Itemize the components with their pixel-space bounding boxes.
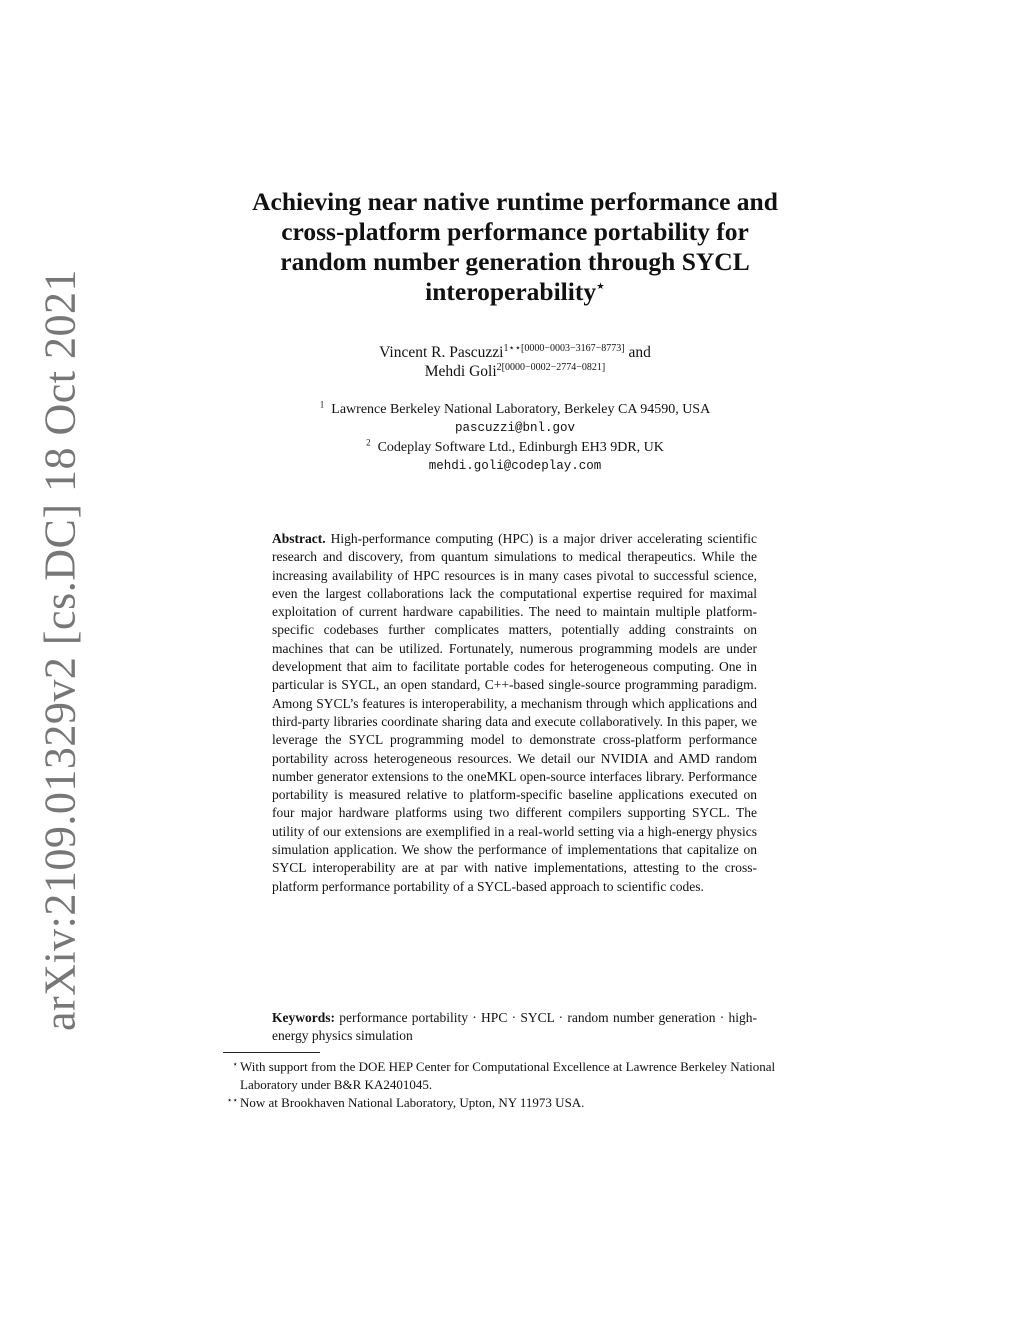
paper-title	[200, 187, 830, 307]
title-line: cross-platform performance portability for	[281, 217, 749, 246]
author-list	[200, 343, 830, 381]
affiliation-list	[200, 400, 830, 476]
author-line	[200, 343, 830, 362]
footnote-text: Now at Brookhaven National Laboratory, Upton, NY 11973 USA.	[240, 1095, 585, 1110]
affiliation-email[interactable]: mehdi.goli@codeplay.com	[428, 459, 602, 473]
title-line: random number generation through SYCL	[280, 247, 750, 276]
affiliation-number: 2	[366, 437, 371, 448]
title-line	[200, 277, 830, 307]
title-line: Achieving near native runtime performance and	[252, 187, 778, 216]
author-orcid: 1⋆⋆[0000−0003−3167−8773]	[503, 342, 625, 354]
title-line-text: interoperability	[425, 277, 597, 306]
arxiv-identifier: arXiv:2109.01329v2 [cs.DC] 18 Oct 2021	[35, 268, 85, 1032]
affiliation	[200, 438, 830, 457]
abstract	[272, 530, 757, 896]
footnote	[222, 1058, 812, 1094]
author-orcid: 2[0000−0002−2774−0821]	[496, 361, 606, 373]
keywords-label: Keywords:	[272, 1010, 335, 1025]
author-name: Vincent R. Pascuzzi	[379, 344, 504, 361]
footnote-mark: ⋆⋆	[226, 1095, 238, 1105]
author-name: Mehdi Goli	[424, 363, 497, 380]
footnote-text: With support from the DOE HEP Center for Computational Excellence at Lawrence Berkeley National Laboratory under B&R KA2401045.	[240, 1059, 776, 1092]
affiliation-text: Lawrence Berkeley National Laboratory, Berkeley CA 94590, USA	[331, 402, 711, 417]
affiliation	[200, 400, 830, 419]
abstract-label: Abstract.	[272, 531, 326, 546]
affiliation-text: Codeplay Software Ltd., Edinburgh EH3 9DR, UK	[377, 440, 664, 455]
footnotes	[222, 1058, 812, 1112]
affiliation-number: 1	[319, 399, 325, 410]
abstract-text: High-performance computing (HPC) is a major driver accelerating scientific research and discovery, from quantum simulations to medical therapeutics. While the increasing availability of HPC resources is in many cases pivotal to successful science, even the largest collaborations lack the computational expertise required for maximal exploitation of current hardware capabilities. The need to maintain multiple platform-specific codebases further complicates matters, potentially adding constraints on machines that can be utilized. Fortunately, numerous programming models are under development that aim to facilitate portable codes for heterogeneous computing. One in particular is SYCL, an open standard, C++-based single-source programming paradigm. Among SYCL’s features is interoperability, a mechanism through which applications and third-party libraries coordinate sharing data and execute collaboratively. In this paper, we leverage the SYCL programming model to demonstrate cross-platform performance portability across heterogeneous resources. We detail our NVIDIA and AMD random number generator extensions to the oneMKL open-source interfaces library. Performance portability is measured relative to platform-specific baseline applications executed on four major hardware platforms using two different compilers supporting SYCL. The utility of our extensions are exemplified in a real-world setting via a high-energy physics simulation application. We show the performance of implementations that capitalize on SYCL interoperability are at par with native implementations, attesting to the cross-platform performance portability of a SYCL-based approach to scientific codes.	[272, 531, 757, 894]
keywords	[272, 1009, 757, 1046]
title-footnote-mark: ⋆	[596, 279, 605, 295]
author-separator: and	[624, 344, 651, 361]
footnote-mark: ⋆	[232, 1059, 238, 1069]
author-line	[200, 362, 830, 381]
keywords-text: performance portability · HPC · SYCL · random number generation · high-energy physics simulation	[272, 1010, 757, 1044]
footnote	[222, 1094, 812, 1112]
footnote-divider	[223, 1052, 320, 1053]
affiliation-email[interactable]: pascuzzi@bnl.gov	[454, 421, 576, 435]
